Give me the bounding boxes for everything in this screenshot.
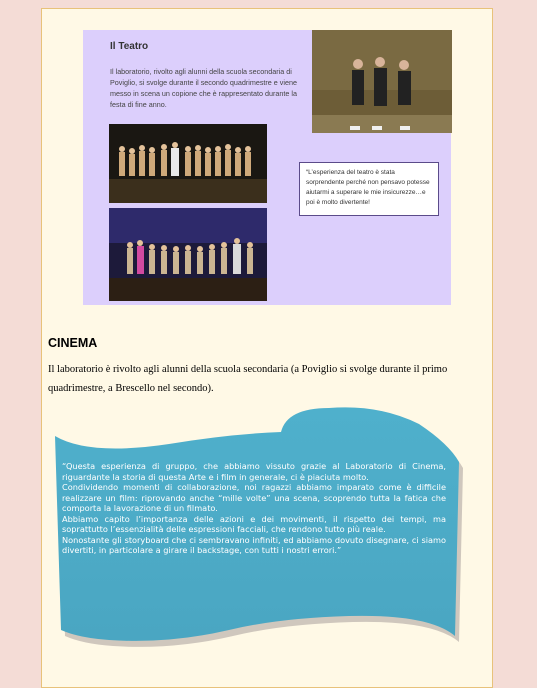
testimonial-paragraph: Abbiamo capito l’importanza delle azioni e dei movimenti, il rispetto dei tempi, ma soprattutto l’essenzialità delle espressioni facciali, che rendono tutto più reale. [62,513,446,534]
theater-photo-performance [109,208,267,301]
testimonial-text [62,461,446,556]
theater-photo-actors [312,30,452,133]
theater-title: Il Teatro [110,41,149,52]
theater-quote: “L’esperienza del teatro è stata sorprendente perché non pensavo potesse aiutarmi a superare le mie insicurezze…e poi è molto divertente! [299,162,439,216]
testimonial-paragraph: Condividendo momenti di collaborazione, noi ragazzi abbiamo imparato come è difficile realizzare un film: riprovando anche “mille volte” una scena, scoprendo tutta la fatica che comporta la lavorazione di un filmato. [62,482,446,513]
theater-description: Il laboratorio, rivolto agli alunni della scuola secondaria di Poviglio, si svolge durante il secondo quadrimestre e viene messo in scena un copione che è rappresentato durante la festa di fine anno. [110,67,297,109]
theater-photo-group [109,124,267,203]
cinema-heading: CINEMA [48,336,98,350]
cinema-intro: Il laboratorio è rivolto agli alunni della scuola secondaria (a Poviglio si svolge durante il primo quadrimestre, a Brescello nel secondo). [48,364,448,394]
testimonial-paragraph: “Questa esperienza di gruppo, che abbiamo vissuto grazie al Laboratorio di Cinema, riguardante la storia di questa Arte e i film in generale, ci è piaciuta molto. [62,461,446,482]
testimonial-paragraph: Nonostante gli storyboard che ci sembravano infiniti, ed abbiamo dovuto disegnare, ci siamo divertiti, in particolare a girare il backstage, con tutti i nostri errori.” [62,534,446,555]
